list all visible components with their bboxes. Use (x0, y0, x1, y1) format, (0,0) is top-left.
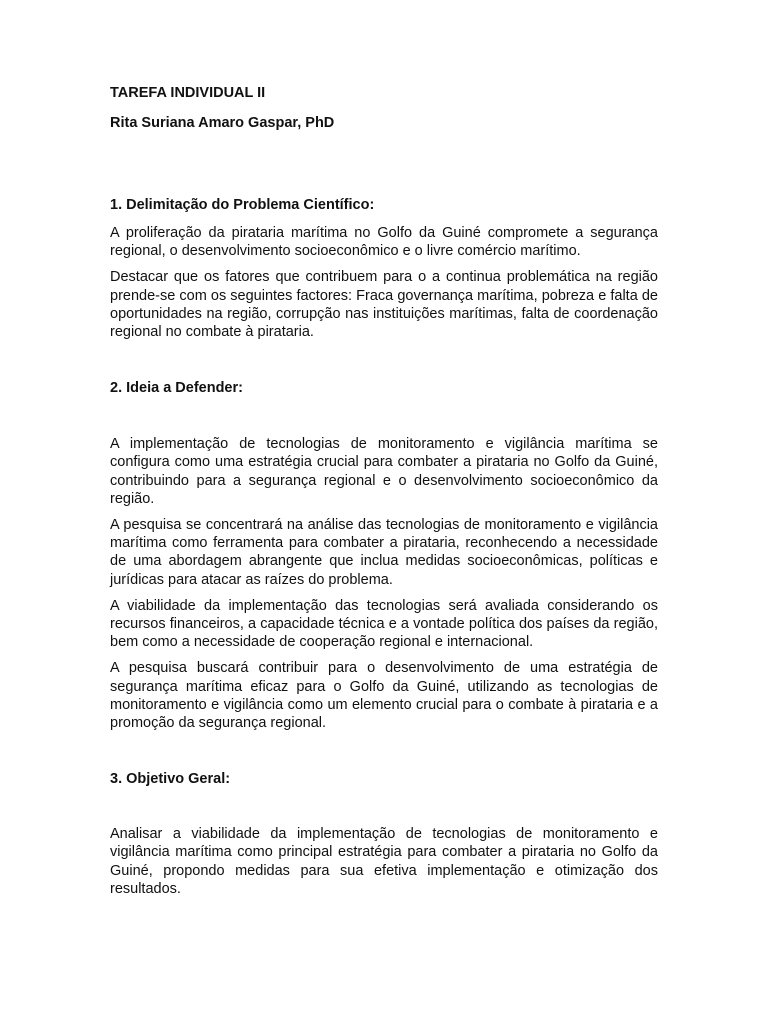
document-author: Rita Suriana Amaro Gaspar, PhD (110, 115, 335, 131)
section-paragraph: A viabilidade da implementação das tecnologias será avaliada considerando os recursos financeiros, a capacidade técnica e a vontade política dos países da região, bem como a necessidade de cooperação regional e internacional. (110, 597, 658, 651)
section-heading-objective: 3. Objetivo Geral: (110, 771, 231, 788)
document-title: TAREFA INDIVIDUAL II (110, 85, 266, 101)
section-paragraph: Destacar que os fatores que contribuem para o a continua problemática na região prende-se com os seguintes factores: Fraca governança marítima, pobreza e falta de oportunidades na região, corrupção nas instituições marítimas, falta de coordenação regional no combate à pirataria. (110, 269, 658, 341)
section-paragraph: A pesquisa se concentrará na análise das tecnologias de monitoramento e vigilância marítima como ferramenta para combater a pirataria, reconhecendo a necessidade de uma abordagem abrangente que inclua medidas socioeconômicas, políticas e jurídicas para atacar as raízes do problema. (110, 517, 658, 588)
section-paragraph: A pesquisa buscará contribuir para o desenvolvimento de uma estratégia de segurança marítima eficaz para o Golfo da Guiné, utilizando as tecnologias de monitoramento e vigilância como um elemento crucial para o combate à pirataria e a promoção da segurança regional. (110, 660, 658, 732)
section-paragraph: Analisar a viabilidade da implementação de tecnologias de monitoramento e vigilância marítima como principal estratégia para combater a pirataria no Golfo da Guiné, propondo medidas para sua efetiva implementação e otimização dos resultados. (110, 826, 658, 897)
section-heading-problem: 1. Delimitação do Problema Científico: (110, 197, 375, 213)
section-paragraph: A proliferação da pirataria marítima no Golfo da Guiné compromete a segurança regional, o desenvolvimento socioeconômico e o livre comércio marítimo. (110, 225, 658, 260)
document-page (110, 84, 658, 898)
section-heading-idea: 2. Ideia a Defender: (110, 380, 243, 397)
section-paragraph: A implementação de tecnologias de monitoramento e vigilância marítima se configura como uma estratégia crucial para combater a pirataria no Golfo da Guiné, contribuindo para a segurança regional e o desenvolvimento socioeconômico da região. (110, 436, 658, 507)
